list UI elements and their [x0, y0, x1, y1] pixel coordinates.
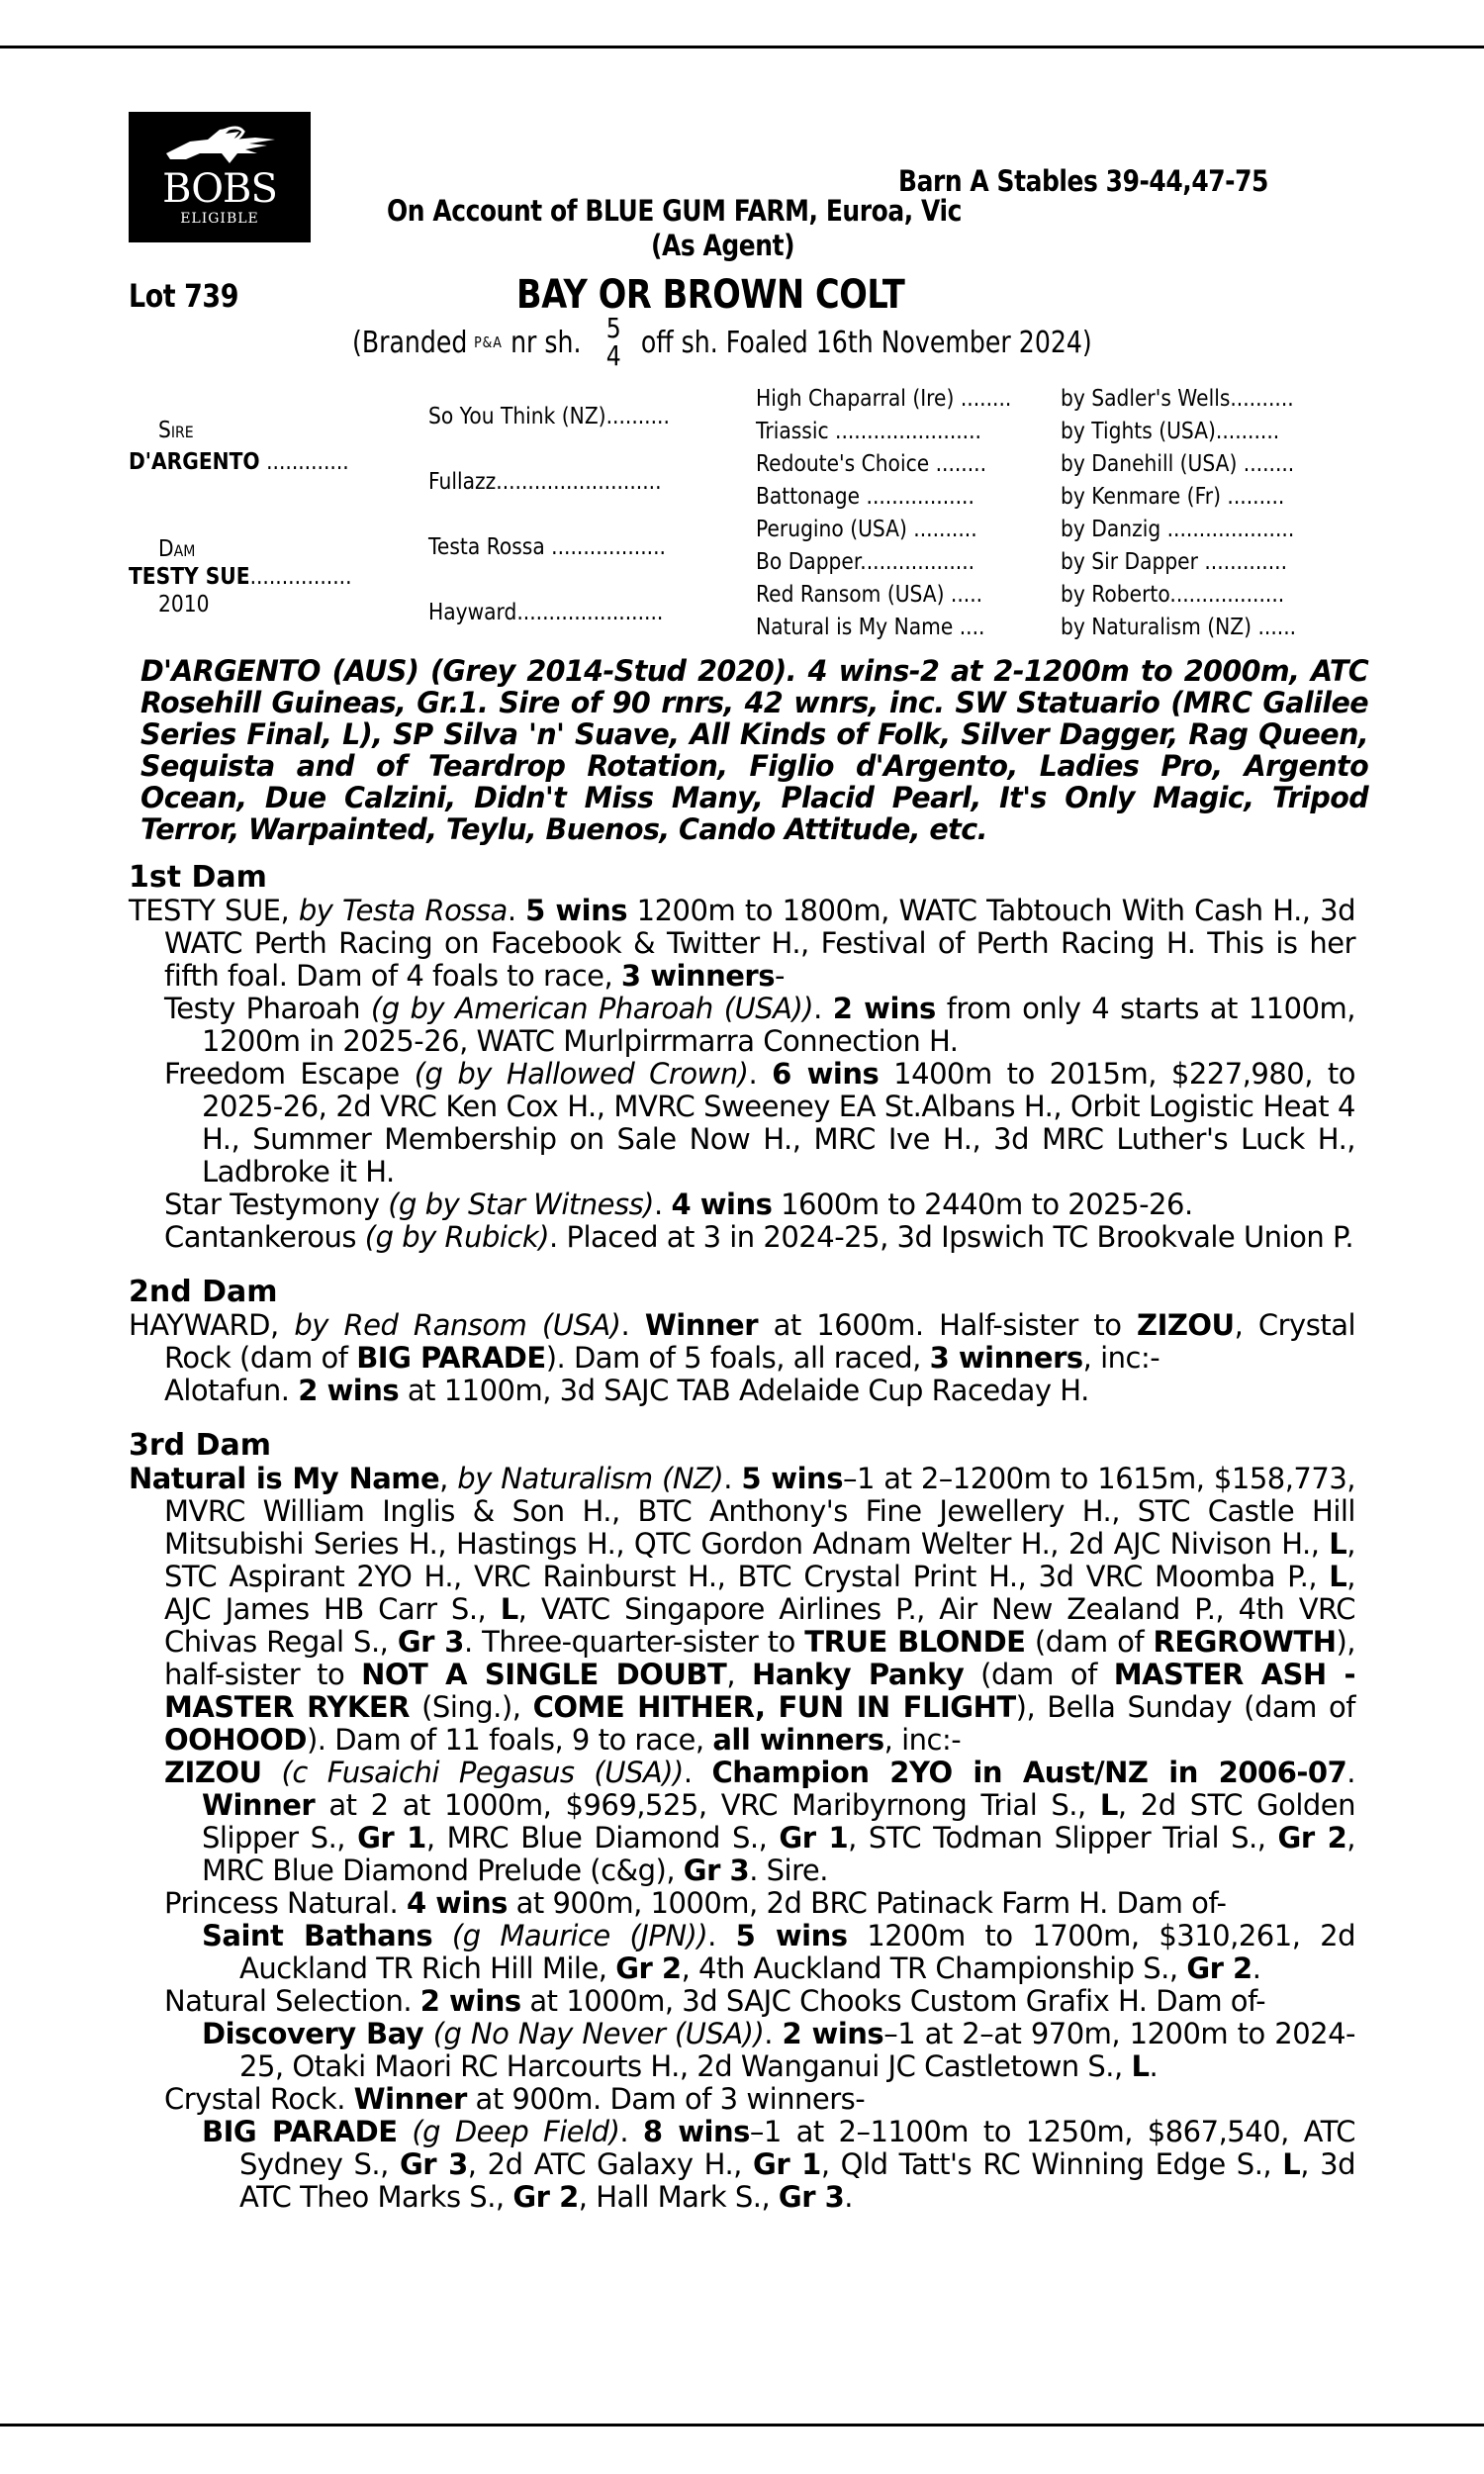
pedigree-table	[129, 386, 1355, 645]
gen2-sire-sire: So You Think (NZ)..........	[428, 404, 670, 429]
sire-name: D'ARGENTO	[129, 449, 260, 475]
sire-label: Sire	[158, 418, 194, 443]
pedigree-entry: Princess Natural. 4 wins at 900m, 1000m, 2d BRC Patinack Farm H. Dam of-	[164, 1886, 1227, 1920]
brand-fraction-bottom: 4	[605, 339, 621, 372]
gen4-5: by Danzig ....................	[1061, 517, 1295, 542]
pedigree-entry: Saint Bathans (g Maurice (JPN)). 5 wins 1200m to 1700m, $310,261, 2d Auckland TR Rich Hill Mile, Gr 2, 4th Auckland TR Championship S., Gr 2.	[202, 1919, 1356, 1985]
pedigree-entry: Freedom Escape (g by Hallowed Crown). 6 wins 1400m to 2015m, $227,980, to 2025-26, 2d VRC Ken Cox H., MVRC Sweeney EA St.Albans H., Orbit Logistic Heat 4 H., Summer Membership on Sale Now H., MRC Ive H., 3d MRC Luther's Luck H., Ladbroke it H.	[164, 1057, 1355, 1189]
gen4-4: by Kenmare (Fr) .........	[1061, 484, 1285, 510]
pedigree-entry: Cantankerous (g by Rubick). Placed at 3 in 2024-25, 3d Ipswich TC Brookvale Union P.	[164, 1220, 1354, 1254]
pedigree-entry: TESTY SUE, by Testa Rossa. 5 wins 1200m to 1800m, WATC Tabtouch With Cash H., 3d WATC Perth Racing on Facebook & Twitter H., Festival of Perth Racing H. This is her fifth foal. Dam of 4 foals to race, 3 winners-	[129, 894, 1355, 993]
pedigree-entry: ZIZOU (c Fusaichi Pegasus (USA)). Champion 2YO in Aust/NZ in 2006-07. Winner at 2 at 1000m, $969,525, VRC Maribyrnong Trial S., L, 2d STC Golden Slipper S., Gr 1, MRC Blue Diamond S., Gr 1, STC Todman Slipper Trial S., Gr 2, MRC Blue Diamond Prelude (c&g), Gr 3. Sire.	[164, 1756, 1356, 1887]
gen3-1: High Chaparral (Ire) ........	[756, 386, 1012, 412]
sire-row	[129, 449, 349, 475]
pedigree-entry: Crystal Rock. Winner at 900m. Dam of 3 winners-	[164, 2082, 866, 2116]
pedigree-entry: HAYWARD, by Red Ransom (USA). Winner at 1600m. Half-sister to ZIZOU, Crystal Rock (dam of BIG PARADE). Dam of 5 foals, all raced, 3 winners, inc:-	[129, 1308, 1356, 1375]
gen4-1: by Sadler's Wells..........	[1061, 386, 1294, 412]
dam-dots: ................	[249, 564, 352, 590]
brand-mark: P&A	[474, 333, 503, 351]
gen3-2: Triassic .......................	[756, 419, 981, 444]
vendor-account: On Account of BLUE GUM FARM, Euroa, Vic	[387, 194, 962, 228]
vendor-agent: (As Agent)	[651, 229, 795, 262]
gen3-5: Perugino (USA) ..........	[756, 517, 977, 542]
dam-row	[129, 564, 352, 590]
pedigree-entry: Natural is My Name, by Naturalism (NZ). 5 wins–1 at 2–1200m to 1615m, $158,773, MVRC William Inglis & Son H., BTC Anthony's Fine Jewellery H., STC Castle Hill Mitsubishi Series H., Hastings H., QTC Gordon Adnam Welter H., 2d AJC Nivison H., L, STC Aspirant 2YO H., VRC Rainburst H., BTC Crystal Print H., 3d VRC Moomba P., L, AJC James HB Carr S., L, VATC Singapore Airlines P., Air New Zealand P., 4th VRC Chivas Regal S., Gr 3. Three-quarter-sister to TRUE BLONDE (dam of REGROWTH), half-sister to NOT A SINGLE DOUBT, Hanky Panky (dam of MASTER ASH - MASTER RYKER (Sing.), COME HITHER, FUN IN FLIGHT), Bella Sunday (dam of OOHOOD). Dam of 11 foals, 9 to race, all winners, inc:-	[129, 1462, 1356, 1757]
pedigree-entry: Natural Selection. 2 wins at 1000m, 3d SAJC Chooks Custom Grafix H. Dam of-	[164, 1984, 1266, 2018]
lot-title: BAY OR BROWN COLT	[516, 272, 905, 318]
gen4-3: by Danehill (USA) ........	[1061, 451, 1295, 477]
horse-head-icon	[160, 124, 279, 167]
barn-location: Barn A Stables 39-44,47-75	[898, 164, 1268, 198]
gen4-2: by Tights (USA)..........	[1061, 419, 1280, 444]
gen3-8: Natural is My Name ....	[756, 615, 985, 640]
gen3-4: Battonage .................	[756, 484, 974, 510]
dam-label: Dam	[158, 536, 196, 562]
pedigree-entry: BIG PARADE (g Deep Field). 8 wins–1 at 2–1100m to 1250m, $867,540, ATC Sydney S., Gr 3, 2d ATC Galaxy H., Gr 1, Qld Tatt's RC Winning Edge S., L, 3d ATC Theo Marks S., Gr 2, Hall Mark S., Gr 3.	[202, 2115, 1355, 2214]
gen2-dam-sire: Testa Rossa ..................	[428, 534, 666, 560]
pedigree-entry: Testy Pharoah (g by American Pharoah (USA)). 2 wins from only 4 starts at 1100m, 1200m in 2025-26, WATC Murlpirrmarra Connection H.	[164, 992, 1355, 1058]
section-title: 2nd Dam	[129, 1275, 278, 1309]
dam-year: 2010	[158, 592, 210, 618]
brand-suffix: off sh. Foaled 16th November 2024)	[640, 325, 1092, 360]
logo-subtitle: ELIGIBLE	[180, 211, 259, 227]
gen3-3: Redoute's Choice ........	[756, 451, 987, 477]
sire-dots: .............	[266, 449, 349, 475]
section-title: 1st Dam	[129, 860, 267, 895]
bottom-rule	[0, 2424, 1484, 2426]
gen4-7: by Roberto..................	[1061, 582, 1285, 608]
section-title: 3rd Dam	[129, 1428, 271, 1463]
brand-fraction	[605, 312, 621, 372]
dam-sections	[129, 861, 1355, 2214]
brand-line	[352, 312, 1092, 372]
gen2-dam-dam: Hayward.......................	[428, 600, 664, 625]
gen3-7: Red Ransom (USA) .....	[756, 582, 983, 608]
gen2-sire-dam: Fullazz..........................	[428, 469, 662, 495]
sire-summary: D'ARGENTO (AUS) (Grey 2014-Stud 2020). 4 wins-2 at 2-1200m to 2000m, ATC Rosehill Guineas, Gr.1. Sire of 90 rnrs, 42 wnrs, inc. SW Statuario (MRC Galilee Series Final, L), SP Silva 'n' Suave, All Kinds of Folk, Silver Dagger, Rag Queen, Sequista and of Teardrop Rotation, Figlio d'Argento, Ladies Pro, Argento Ocean, Due Calzini, Didn't Miss Many, Placid Pearl, It's Only Magic, Tripod Terror, Warpainted, Teylu, Buenos, Cando Attitude, etc.	[140, 654, 1369, 846]
gen3-6: Bo Dapper..................	[756, 549, 975, 575]
gen4-8: by Naturalism (NZ) ......	[1061, 615, 1297, 640]
brand-fraction-top: 5	[605, 312, 621, 344]
lot-number: Lot 739	[129, 277, 238, 315]
pedigree-entry: Star Testymony (g by Star Witness). 4 wins 1600m to 2440m to 2025-26.	[164, 1188, 1193, 1221]
brand-prefix: (Branded	[352, 325, 468, 360]
logo-title: BOBS	[162, 166, 277, 212]
top-rule	[0, 46, 1484, 48]
bobs-eligible-logo	[129, 112, 311, 242]
gen4-6: by Sir Dapper .............	[1061, 549, 1288, 575]
brand-mid: nr sh.	[510, 325, 582, 360]
catalogue-body	[129, 654, 1369, 2214]
pedigree-entry: Alotafun. 2 wins at 1100m, 3d SAJC TAB Adelaide Cup Raceday H.	[164, 1374, 1089, 1407]
pedigree-entry: Discovery Bay (g No Nay Never (USA)). 2 wins–1 at 2–at 970m, 1200m to 2024-25, Otaki Maori RC Harcourts H., 2d Wanganui JC Castletown S., L.	[202, 2017, 1356, 2083]
dam-name: TESTY SUE	[129, 564, 250, 590]
